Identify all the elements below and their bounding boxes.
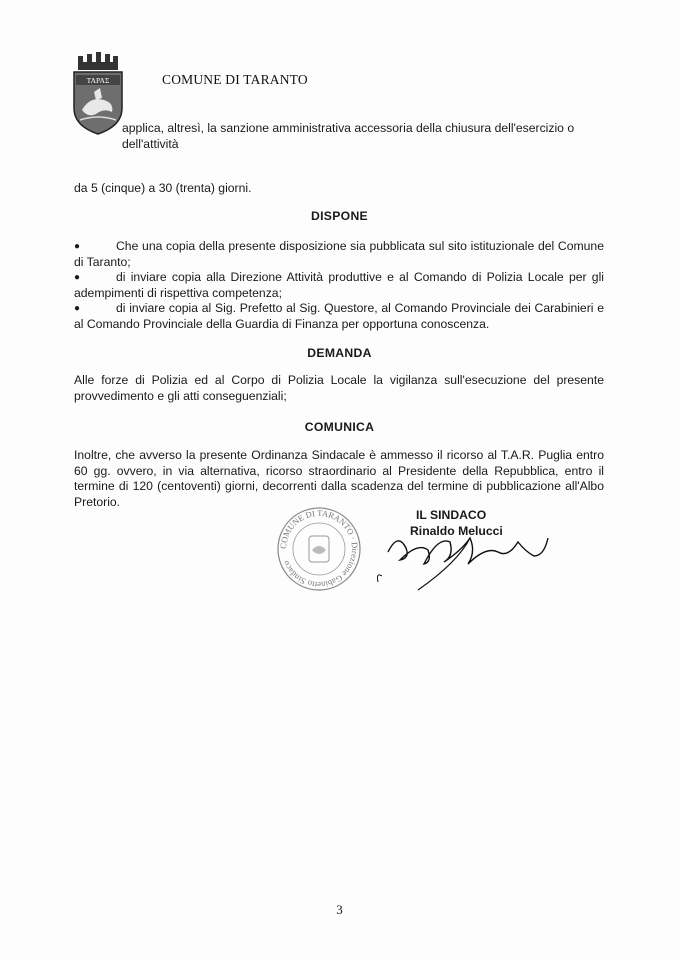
intro-line-1: applica, altresì, la sanzione amministrativa accessoria della chiusura dell'esercizio o — [122, 121, 575, 135]
page-number: 3 — [336, 902, 343, 917]
list-item — [74, 270, 604, 301]
list-item — [74, 301, 604, 332]
signature-title: IL SINDACO — [416, 508, 487, 522]
bullet-icon: ● — [74, 272, 81, 284]
dispone-item-3: di inviare copia al Sig. Prefetto al Sig. Questore, al Comando Provinciale dei Carabinieri e al Comando Provinciale della Guardia di Finanza per opportuna conoscenza. — [74, 301, 604, 331]
list-item — [74, 239, 604, 270]
city-crest-icon — [70, 48, 126, 136]
dispone-list — [74, 239, 604, 333]
demanda-text: Alle forze di Polizia ed al Corpo di Polizia Locale la vigilanza sull'esecuzione del presente provvedimento e gli atti conseguenziali; — [74, 373, 604, 403]
crest-lettering: ΤΑΡΑΣ — [86, 76, 110, 85]
handwritten-signature — [358, 512, 558, 594]
demanda-heading: DEMANDA — [307, 346, 372, 360]
intro-line-2: dell'attività — [122, 137, 179, 151]
signature-name: Rinaldo Melucci — [410, 524, 503, 538]
official-stamp — [276, 506, 362, 592]
dispone-item-1: Che una copia della presente disposizione sia pubblicata sul sito istituzionale del Comune di Taranto; — [74, 239, 604, 269]
duration-text: da 5 (cinque) a 30 (trenta) giorni. — [74, 181, 252, 195]
dispone-item-2: di inviare copia alla Direzione Attività produttive e al Comando di Polizia Locale per gli adempimenti di rispettiva competenza; — [74, 270, 604, 300]
comunica-text: Inoltre, che avverso la presente Ordinanza Sindacale è ammesso il ricorso al T.A.R. Puglia entro 60 gg. ovvero, in via alternativa, ricorso straordinario al Presidente della Repubblica, entro il termine di 120 (centoventi) giorni, decorrenti dalla scadenza del termine di pubblicazione all'Albo Pretorio. — [74, 448, 604, 509]
stamp-text: COMUNE DI TARANTO · Direzione Gabinetto Sindaco — [277, 507, 361, 591]
dispone-heading: DISPONE — [311, 209, 368, 223]
comunica-heading: COMUNICA — [304, 420, 375, 434]
page-title: COMUNE DI TARANTO — [162, 72, 308, 87]
bullet-icon: ● — [74, 241, 81, 252]
bullet-icon: ● — [74, 303, 81, 315]
